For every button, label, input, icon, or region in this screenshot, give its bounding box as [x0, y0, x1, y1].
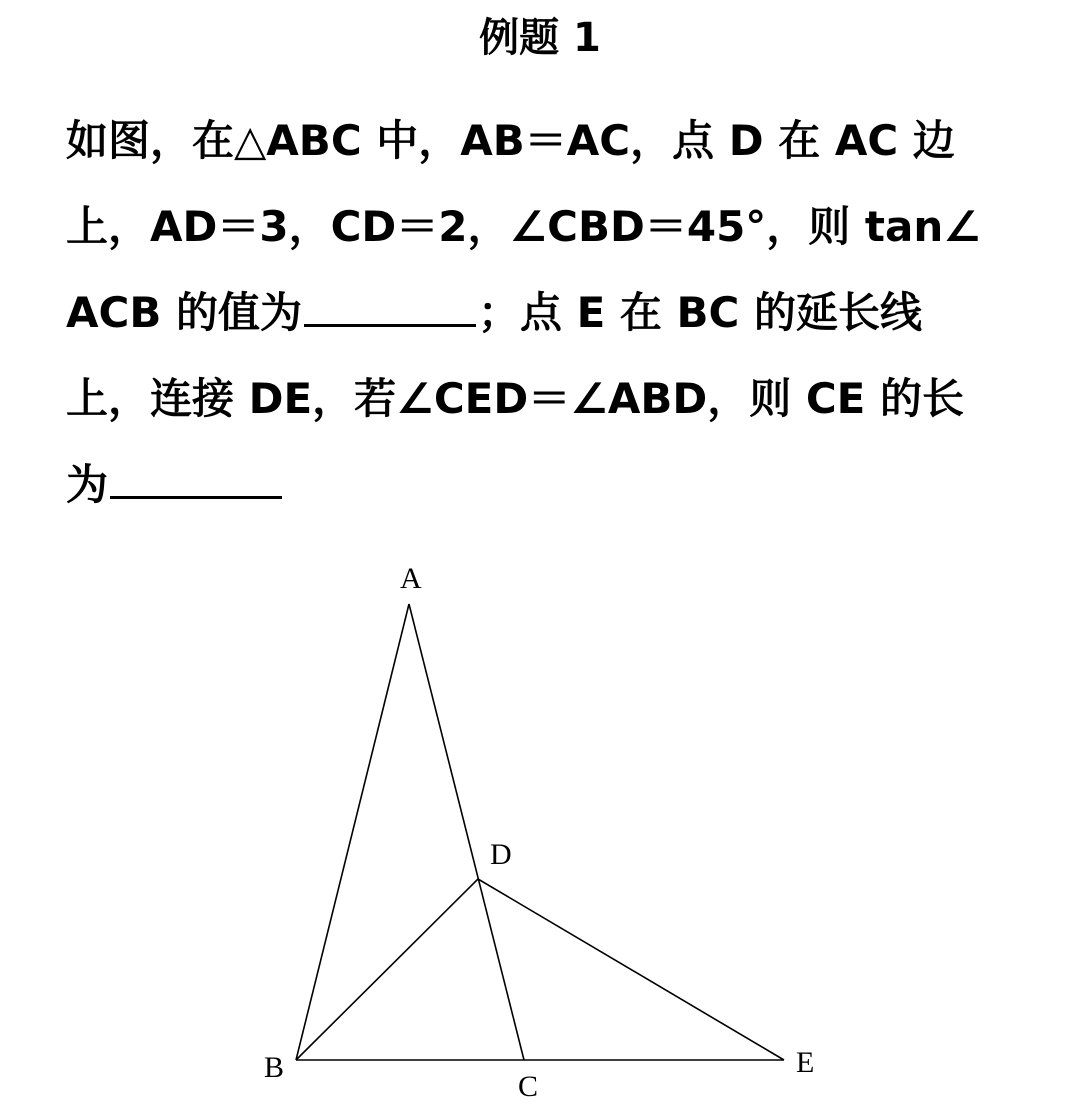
segment-ab [296, 604, 409, 1060]
segment-bd [296, 879, 478, 1060]
point-label-c: C [518, 1070, 539, 1103]
problem-line-1: 如图，在△ABC 中，AB＝AC，点 D 在 AC 边 [66, 116, 955, 165]
problem-line-4: 上，连接 DE，若∠CED＝∠ABD，则 CE 的长 [66, 374, 964, 423]
segment-ac [409, 604, 524, 1060]
problem-line-3-start: ACB 的值为 [66, 288, 302, 337]
problem-title: 例题 1 [479, 15, 601, 61]
problem-line-3-end: ；点 E 在 BC 的延长线 [477, 288, 922, 337]
segment-de [478, 879, 784, 1060]
point-label-b: B [264, 1051, 285, 1084]
problem-line-2: 上，AD＝3，CD＝2，∠CBD＝45°，则 tan∠ [66, 202, 981, 251]
point-label-d: D [490, 838, 512, 871]
point-label-a: A [400, 562, 422, 595]
point-label-e: E [796, 1046, 815, 1079]
problem-line-5-start: 为 [66, 460, 109, 509]
